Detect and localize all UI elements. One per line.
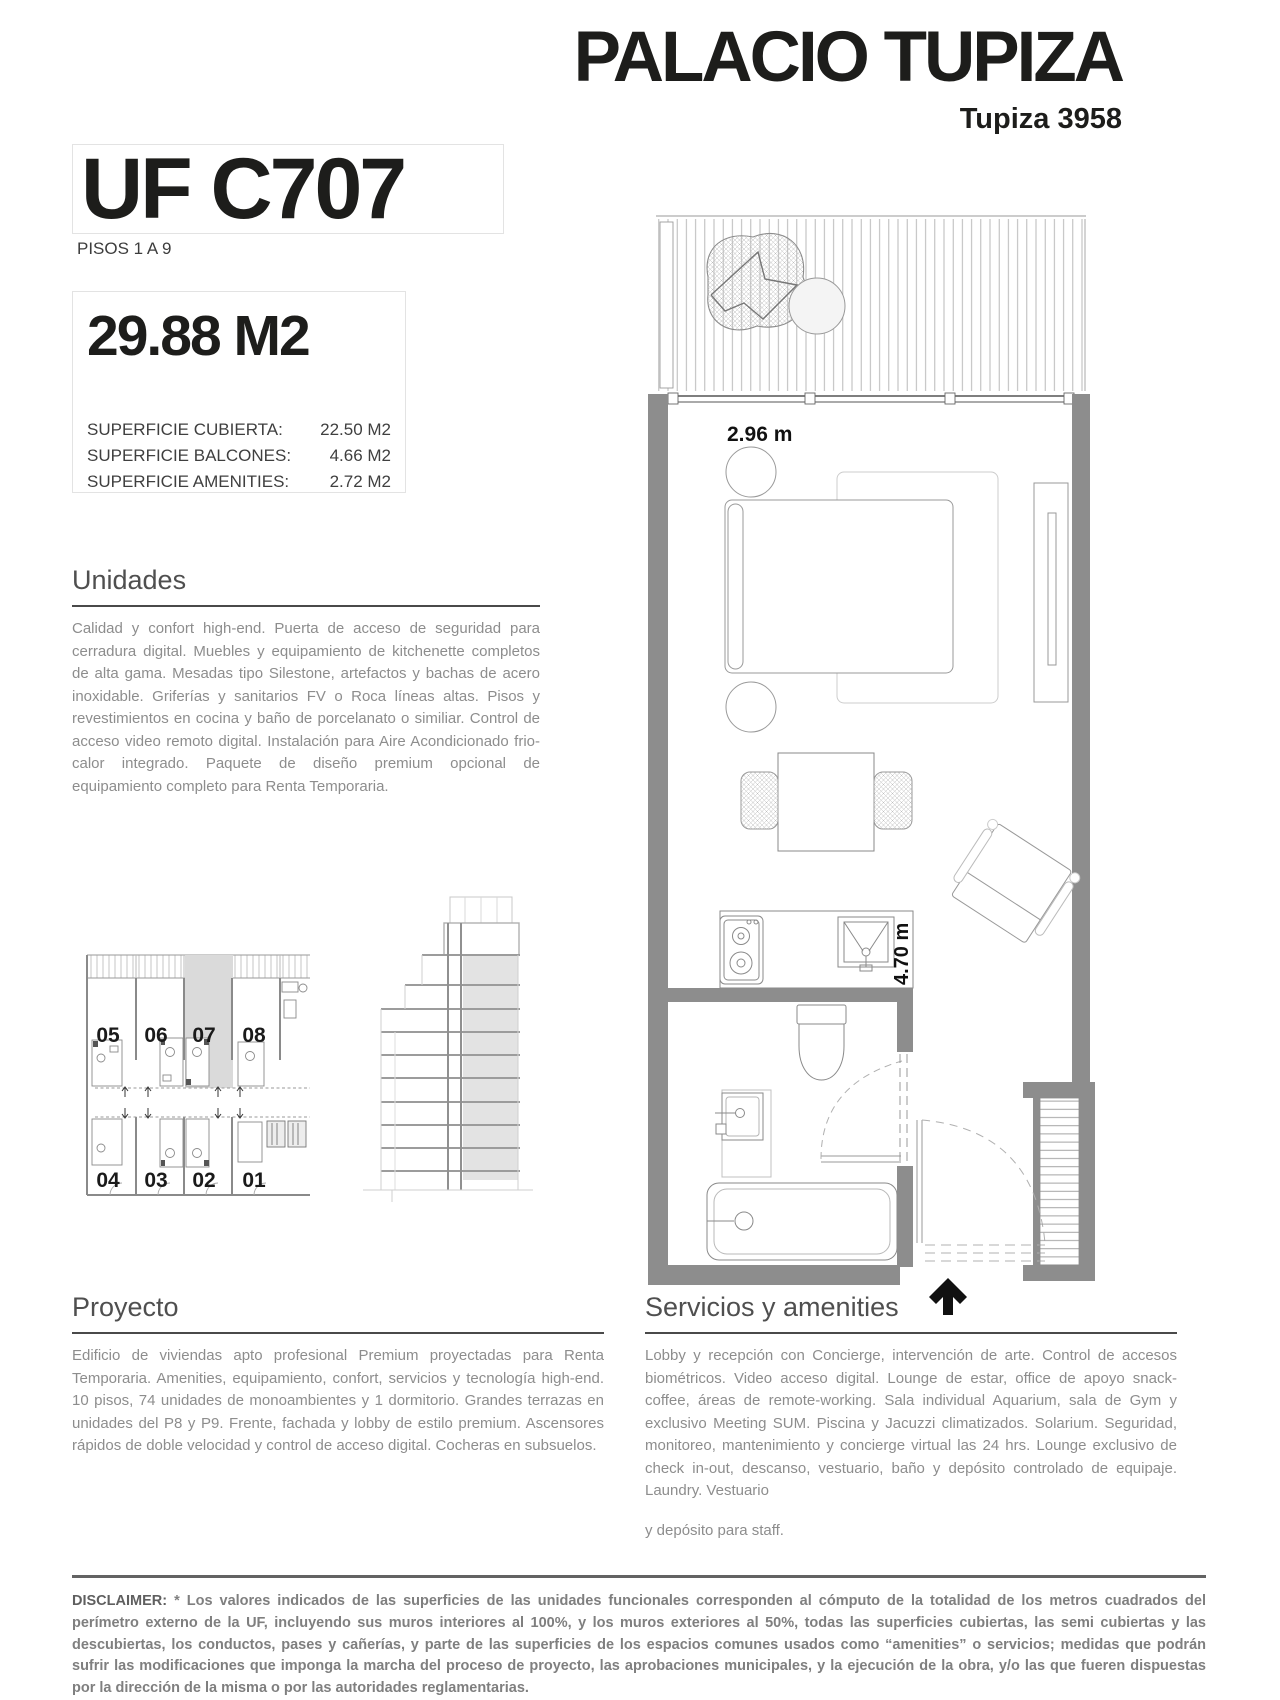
section-body: Lobby y recepción con Concierge, intervención de arte. Control de accesos biométricos. Video acceso digital. Lounge de estar, office de apoyo snack-coffee, áreas de remote-working. Sala individual Aquarium, sala de Gym y exclusivo Meeting SUM. Piscina y Jacuzzi climatizados. Solarium. Seguridad, monitoreo, mantenimiento y concierge virtual las 24 hrs. Lounge exclusivo de check in-out, descanso, vestuario, baño y depósito controlado de equipaje. Laundry. Vestuario — [645, 1347, 1177, 1499]
kitchenette — [720, 911, 913, 988]
unit-number: 05 — [96, 1024, 120, 1047]
depth-dimension: 4.70 m — [891, 922, 913, 985]
keyplan-elevators — [267, 1121, 306, 1147]
entry — [917, 1120, 1045, 1261]
disclaimer-label: DISCLAIMER: — [72, 1593, 168, 1609]
toilet-tank — [797, 1005, 846, 1024]
bathroom — [707, 1005, 907, 1260]
elevation-highlight-column — [463, 955, 518, 1180]
section-body: Edificio de viviendas apto profesional Premium proyectadas para Renta Temporaria. Amenities, equipamiento, confort, servicios y tecnología high-end. 10 pisos, 74 unidades de monoambientes y 1 dormitorio. Grandes terrazas en unidades del P8 y P9. Frente, fachada y lobby de estilo premium. Ascensores rápidos de doble velocidad y control de acceso digital. Cocheras en subsuelos. — [72, 1347, 604, 1454]
toilet-bowl — [799, 1024, 844, 1080]
surface-table — [87, 417, 391, 495]
bed-headboard — [728, 504, 743, 669]
side-table — [726, 447, 776, 497]
section-unidades — [72, 565, 540, 798]
unit-code: UF C707 — [81, 141, 405, 237]
window-line — [668, 393, 1086, 404]
unit-number: 06 — [144, 1024, 168, 1047]
bath-faucet — [735, 1212, 753, 1230]
key-plan — [70, 890, 315, 1200]
surface-label: SUPERFICIE AMENITIES: — [87, 472, 290, 491]
living-area — [725, 423, 1082, 949]
area-box — [72, 291, 406, 493]
side-table — [726, 682, 776, 732]
disclaimer-body: * Los valores indicados de las superficies de las unidades funcionales corresponden al cómputo de la totalidad de los metros cuadrados del perímetro externo de la UF, incluyendo sus muros interiores al 100%, y los muros exteriores al 50%, todas las superficies cubiertas, las semi cubiertas y las descubiertas, los conductos, pases y cañerías, y parte de las superficies de los espacios comunes usados como “amenities” o servicios; medidas que podrán sufrir las modificaciones que imponga la marcha del proceso de proyecto, las aprobaciones municipales, y la ejecución de la obra, y/o las que fueren dispuestas por la dirección de la misma o por las autoridades reglamentarias. — [72, 1593, 1206, 1696]
chair — [741, 772, 778, 829]
stairs — [1040, 1098, 1079, 1265]
surface-row — [87, 417, 391, 443]
unit-number: 03 — [144, 1169, 168, 1192]
unit-floors: PISOS 1 A 9 — [77, 239, 172, 258]
section-proyecto — [72, 1292, 604, 1458]
section-servicios — [645, 1292, 1177, 1542]
section-title: Proyecto — [72, 1292, 604, 1334]
bath-door-leaf — [821, 1156, 901, 1162]
section-title: Servicios y amenities — [645, 1292, 1177, 1334]
disclaimer — [72, 1575, 1206, 1700]
surface-row — [87, 469, 391, 495]
unit-number: 01 — [242, 1169, 266, 1192]
section-body-extra: y depósito para staff. — [645, 1521, 784, 1539]
section-title: Unidades — [72, 565, 540, 607]
wardrobe-door — [1048, 513, 1056, 665]
entry-door-leaf — [917, 1120, 922, 1243]
bath-door-frame — [900, 1054, 907, 1164]
unit-code-box — [72, 141, 504, 237]
keyplan-corridor — [95, 1087, 310, 1118]
unit-number: 08 — [242, 1024, 266, 1047]
balcony — [656, 216, 1086, 391]
total-area: 29.88 M2 — [87, 304, 309, 368]
page-title: PALACIO TUPIZA — [573, 18, 1122, 97]
surface-row — [87, 443, 391, 469]
bed — [725, 500, 953, 673]
dining-table — [778, 753, 874, 851]
elevation-ground — [363, 1190, 533, 1202]
address: Tupiza 3958 — [959, 103, 1122, 135]
surface-value: 22.50 M2 — [320, 420, 391, 439]
section-body: Calidad y confort high-end. Puerta de acceso de seguridad para cerradura digital. Muebles y equipamiento de kitchenette completos de alta gama. Mesadas tipo Silestone, artefactos y bachas de acero inoxidable. Griferías y sanitarios FV o Roca líneas altas. Pisos y revestimientos en cocina y baño de porcelanato o similiar. Control de acceso video remoto digital. Instalación para Aire Acondicionado frio-calor integrado. Paquete de diseño premium opcional de equipamiento completo para Renta Temporaria. — [72, 620, 540, 795]
surface-value: 4.66 M2 — [329, 446, 391, 465]
surface-label: SUPERFICIE BALCONES: — [87, 446, 292, 465]
floor-plan — [645, 195, 1095, 1315]
width-dimension: 2.96 m — [727, 423, 793, 446]
unit-number: 07 — [192, 1024, 216, 1047]
elevation-penthouse — [444, 897, 519, 955]
unit-number: 04 — [96, 1169, 120, 1192]
building-elevation — [338, 822, 538, 1202]
entry-door-arc — [922, 1120, 1045, 1243]
surface-value: 2.72 M2 — [329, 472, 391, 491]
armchair — [944, 818, 1082, 950]
entry-threshold — [925, 1245, 1045, 1261]
unit-number: 02 — [192, 1169, 216, 1192]
surface-label: SUPERFICIE CUBIERTA: — [87, 420, 283, 439]
chair — [874, 772, 912, 829]
balcony-table — [789, 278, 845, 334]
